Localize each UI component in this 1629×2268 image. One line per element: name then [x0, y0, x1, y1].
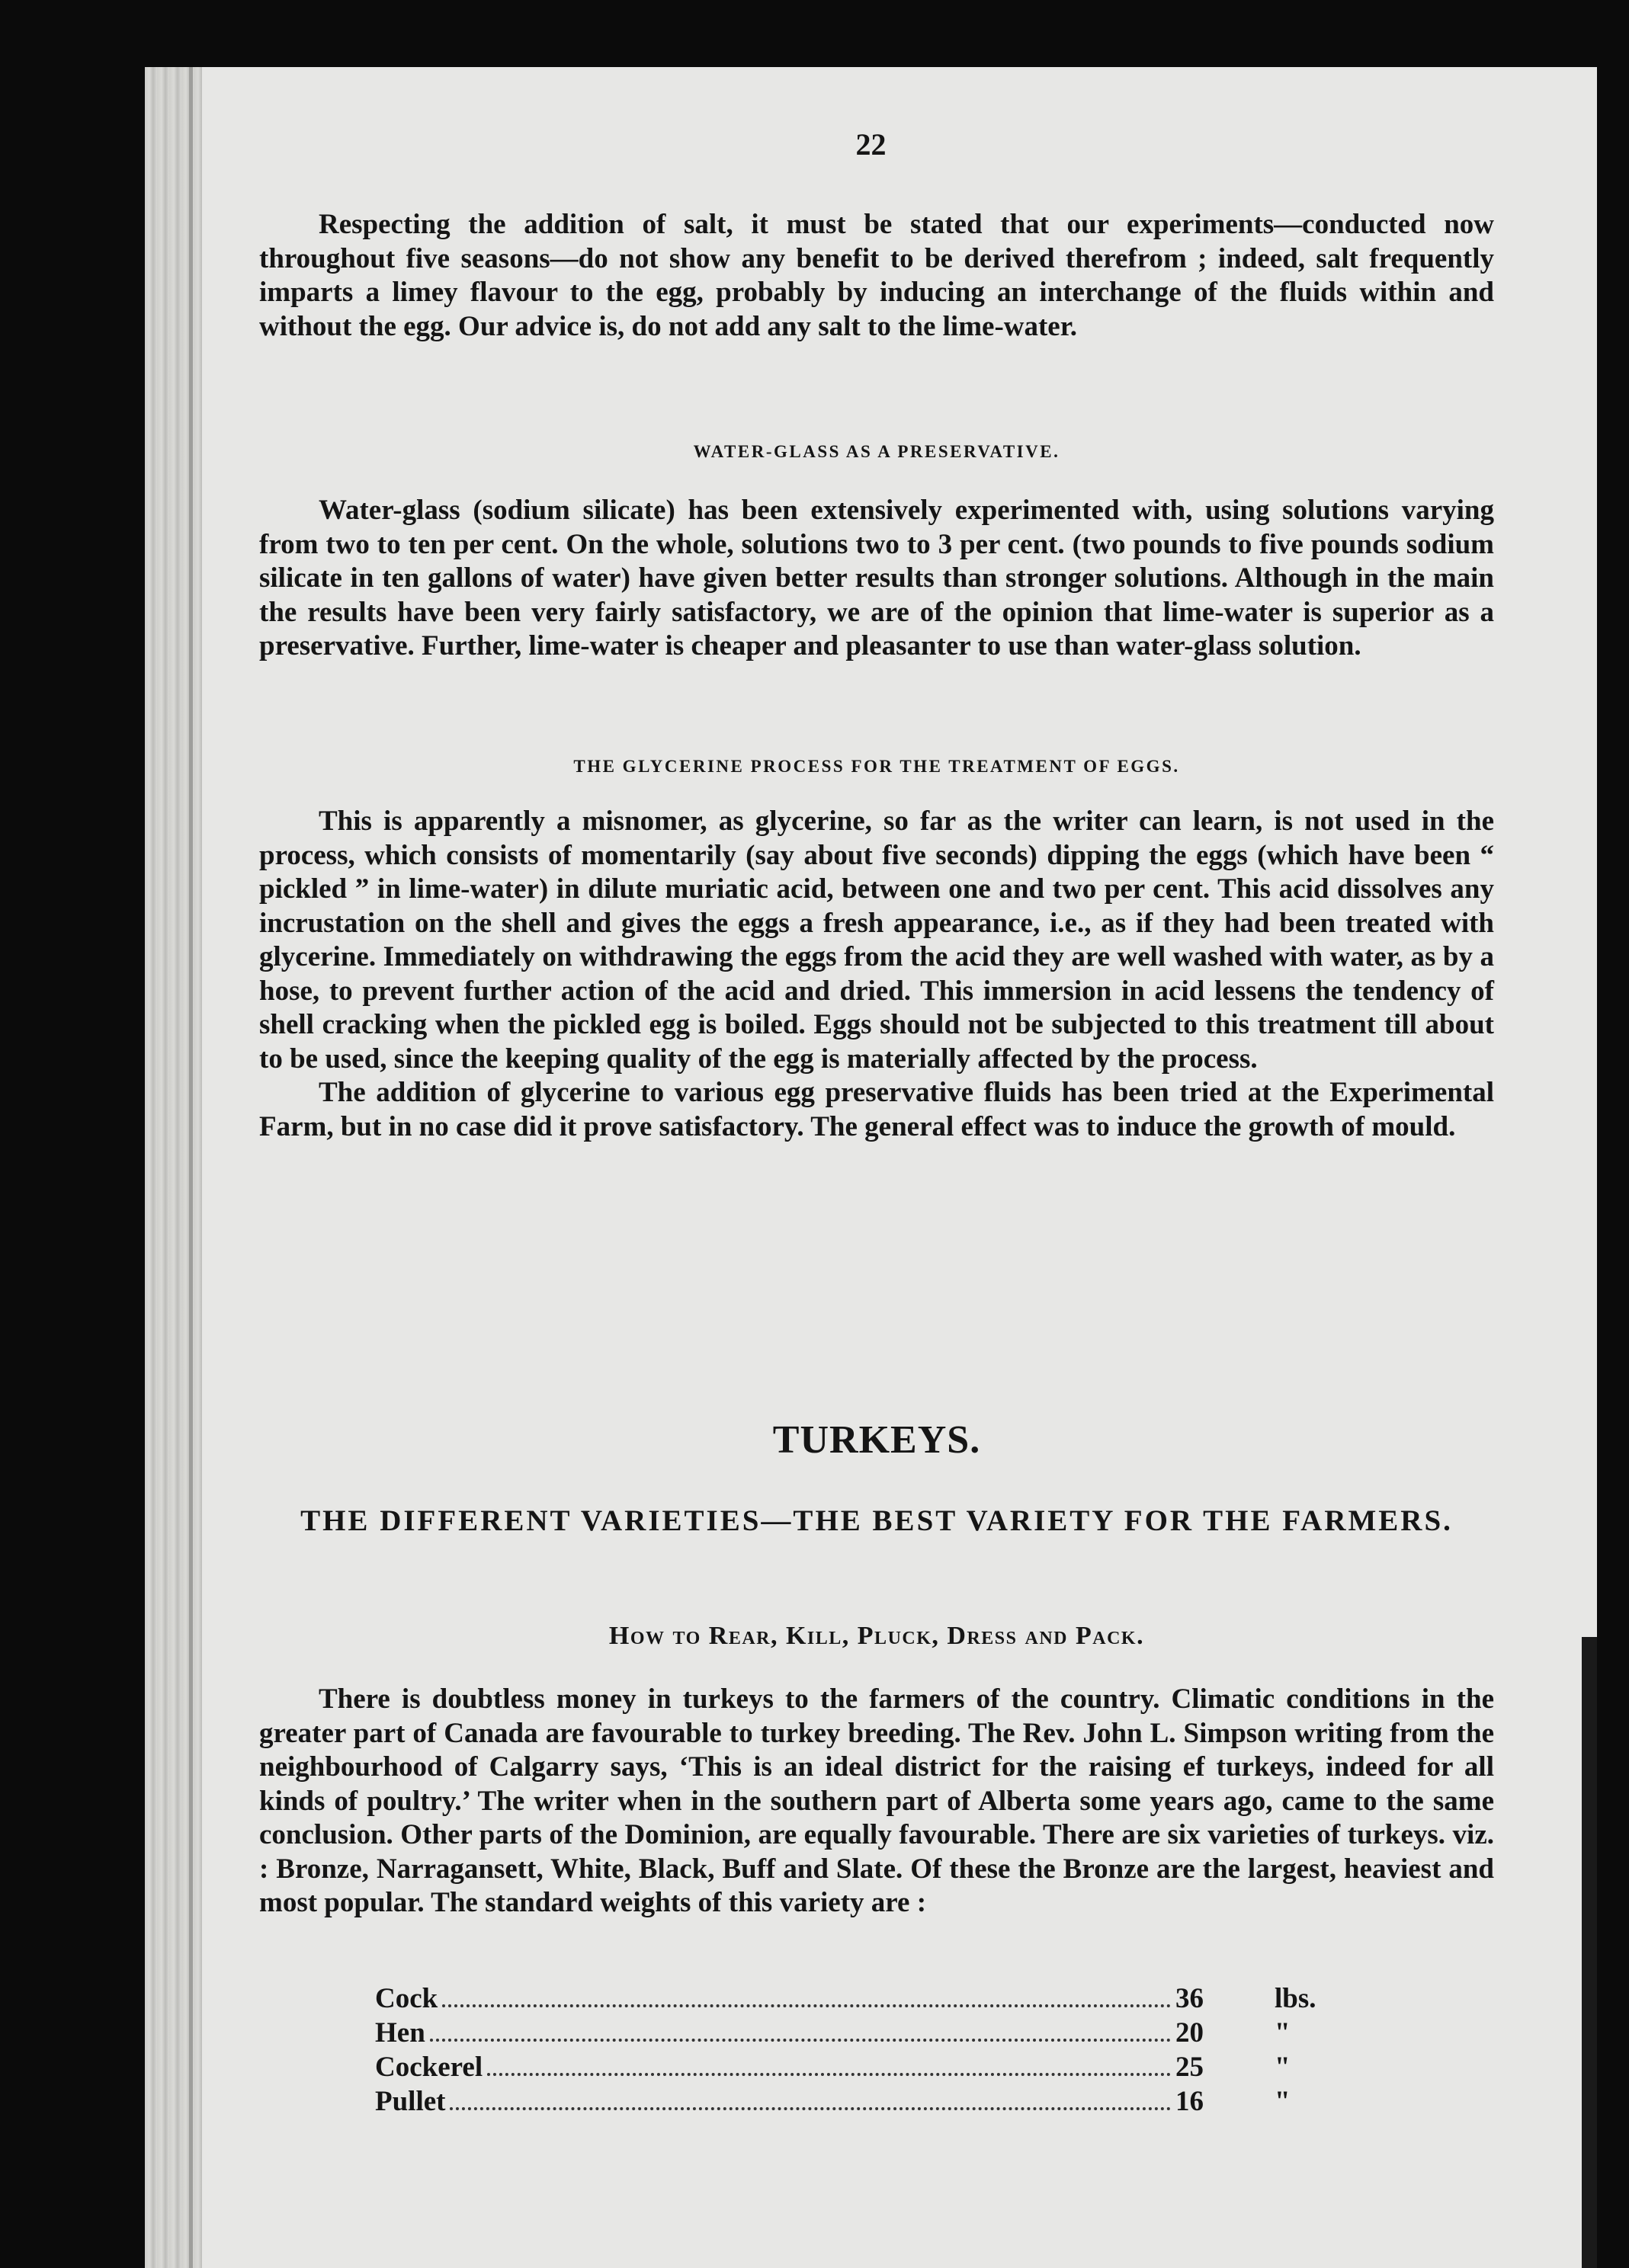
weight-value: 20 [1175, 2017, 1204, 2049]
weight-row-cock [375, 1982, 1328, 2017]
weight-row-cockerel [375, 2051, 1328, 2085]
paragraph-turkeys: There is doubtless money in turkeys to the farmers of the country. Climatic conditions in the greater part of Canada are favourable to turkey breeding. The Rev. John L. Simpson writing from the neighbourhood of Calgarry says, ‘This is an ideal district for the raising ef turkeys, indeed for all kinds of poultry.’ The writer when in the southern part of Alberta some years ago, came to the same conclusion. Other parts of the Dominion, are equally favourable. There are six varieties of turkeys. viz. : Bronze, Narragansett, White, Black, Buff and Slate. Of these the Bronze are the largest, heaviest and most popular. The standard weights of this variety are : [259, 1683, 1494, 1918]
weight-unit: lbs. [1275, 1983, 1316, 2014]
water-glass-heading [259, 442, 1494, 462]
page-number: 22 [855, 127, 887, 162]
weight-unit: " [1275, 2086, 1291, 2117]
weight-label: Cockerel [375, 2052, 483, 2083]
leader-dots [450, 2107, 1171, 2110]
paragraph-glycerine-1: This is apparently a misnomer, as glycerine, so far as the writer can learn, is not used in the process, which consists of momentarily (say about five seconds) dipping the eggs (which have been “ pickled ” in lime-water) in dilute muriatic acid, between one and two per cent. This acid dissolves any incrustation on the shell and gives the eggs a fresh appearance, i.e., as if they had been treated with glycerine. Immediately on withdrawing the eggs from the acid they are well washed with water, as by a hose, to prevent further action of the acid and dried. This immersion in acid lessens the tendency of shell cracking when the pickled egg is boiled. Eggs should not be subjected to this treatment till about to be used, since the keeping quality of the egg is materially affected by the process. [259, 806, 1494, 1075]
glycerine-section [259, 805, 1494, 1144]
water-glass-section [259, 494, 1494, 664]
page-binding [145, 67, 202, 2268]
turkeys-title-block [259, 1418, 1494, 1462]
varieties-subtitle-block [297, 1501, 1456, 1541]
weight-row-hen [375, 2017, 1328, 2051]
title-turkeys: TURKEYS. [772, 1418, 981, 1462]
leader-dots [487, 2073, 1171, 2076]
next-page-edge [1582, 1637, 1597, 2268]
turkeys-section [259, 1683, 1494, 1920]
how-to-subtitle-block [259, 1622, 1494, 1651]
heading-glycerine: THE GLYCERINE PROCESS FOR THE TREATMENT OF EGGS. [573, 757, 1180, 776]
subtitle-how-to: How to Rear, Kill, Pluck, Dress and Pack. [608, 1622, 1145, 1650]
book-page [145, 67, 1597, 2268]
weight-unit: " [1275, 2052, 1291, 2083]
weight-label: Hen [375, 2017, 425, 2049]
weight-value: 25 [1175, 2052, 1204, 2083]
heading-water-glass: WATER-GLASS AS A PRESERVATIVE. [693, 442, 1060, 461]
subtitle-varieties: THE DIFFERENT VARIETIES—THE BEST VARIETY FOR THE FARMERS. [300, 1504, 1453, 1537]
paragraph-salt: Respecting the addition of salt, it must be stated that our experiments—conducted now throughout five seasons—do not show any benefit to be derived therefrom ; indeed, salt frequently imparts a limey flavour to the egg, probably by inducing an interchange of the fluids within and without the egg. Our advice is, do not add any salt to the lime-water. [259, 209, 1494, 342]
leader-dots [430, 2039, 1171, 2042]
leader-dots [442, 2004, 1171, 2007]
weight-value: 36 [1175, 1983, 1204, 2014]
weight-row-pullet [375, 2085, 1328, 2119]
weight-label: Cock [375, 1983, 438, 2014]
salt-section [259, 208, 1494, 344]
weight-value: 16 [1175, 2086, 1204, 2117]
paragraph-water-glass: Water-glass (sodium silicate) has been extensively experimented with, using solutions varying from two to ten per cent. On the whole, solutions two to 3 per cent. (two pounds to five pounds sodium silicate in ten gallons of water) have given better results than stronger solutions. Although in the main the results have been very fairly satisfactory, we are of the opinion that lime-water is superior as a preservative. Further, lime-water is cheaper and pleasanter to use than water-glass solution. [259, 495, 1494, 662]
glycerine-heading [259, 757, 1494, 777]
weight-label: Pullet [375, 2086, 446, 2117]
standard-weights-table [375, 1982, 1328, 2119]
paragraph-glycerine-2: The addition of glycerine to various egg preservative fluids has been tried at the Experimental Farm, but in no case did it prove satisfactory. The general effect was to induce the growth of mould. [259, 1077, 1494, 1142]
weight-unit: " [1275, 2017, 1291, 2049]
